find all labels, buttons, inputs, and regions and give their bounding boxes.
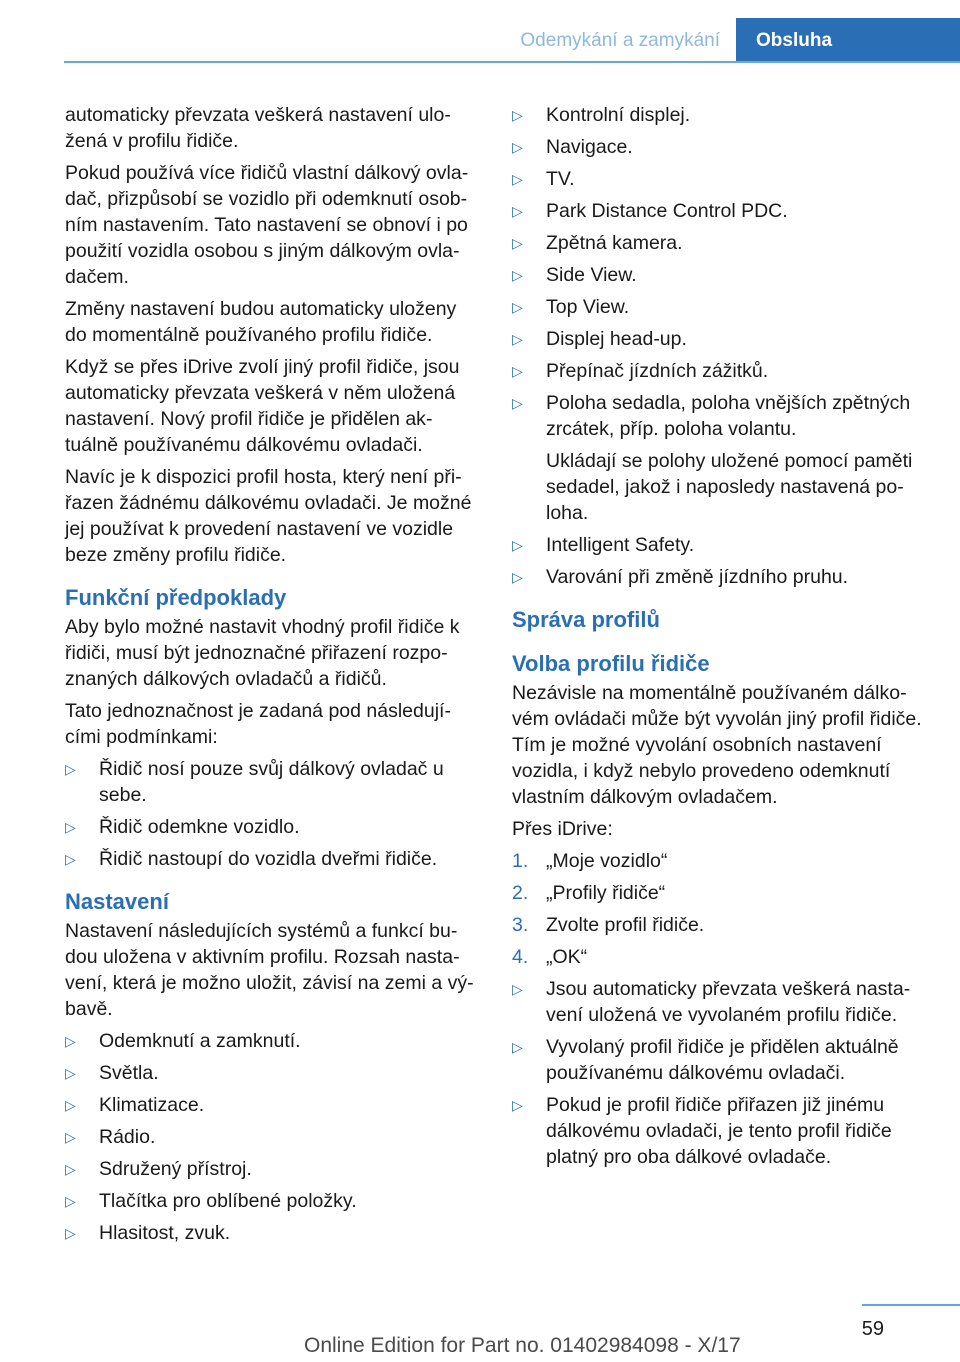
paragraph: Změny nastavení budou automaticky uloženy do momentálně používaného profilu řidiče.: [65, 298, 457, 346]
triangle-bullet-icon: ▷: [512, 1097, 523, 1113]
results-list: [512, 976, 932, 1170]
triangle-bullet-icon: ▷: [512, 537, 523, 553]
step-number: 2.: [512, 882, 529, 904]
settings-list: [65, 1028, 479, 1246]
triangle-bullet-icon: ▷: [512, 395, 523, 411]
header-section-title: Odemykání a zamykání: [520, 30, 720, 51]
triangle-bullet-icon: ▷: [512, 981, 523, 997]
triangle-bullet-icon: ▷: [512, 107, 523, 123]
paragraph: Aby bylo možné nastavit vhodný profil řidiče k řidiči, musí být jednoznačné přiřazení rozpoznaných dálkových ovladačů a řidičů.: [65, 616, 460, 690]
steps-list: [512, 848, 932, 970]
list-item: ▷ Zpětná kamera.: [512, 232, 683, 254]
paragraph: Pokud používá více řidičů vlastní dálkový ovladač, přizpůsobí se vozidlo při odemknutí osobním nastavením. Tato nastavení se obnoví i po použití vozidla osobou s jiným dálkovým ovladačem.: [65, 162, 469, 288]
list-item: ▷ Rádio.: [65, 1126, 156, 1148]
list-item: ▷ Tlačítka pro oblíbené položky.: [65, 1190, 357, 1212]
triangle-bullet-icon: ▷: [65, 1033, 76, 1049]
list-item: ▷ Klimatizace.: [65, 1094, 205, 1116]
list-item-note: Ukládají se polohy uložené pomocí paměti sedadel, jakož i naposledy nastavená poloha.: [546, 450, 913, 524]
list-item: 4. „OK“: [512, 946, 588, 968]
list-item: ▷ Top View.: [512, 296, 630, 318]
paragraph: Přes iDrive:: [512, 818, 613, 840]
list-item: ▷ Side View.: [512, 264, 637, 286]
list-item: ▷ Řidič nosí pouze svůj dálkový ovladač u sebe.: [65, 758, 444, 806]
triangle-bullet-icon: ▷: [65, 1065, 76, 1081]
step-number: 1.: [512, 850, 529, 872]
conditions-list: [65, 756, 479, 872]
heading-settings: Nastavení: [65, 889, 169, 914]
triangle-bullet-icon: ▷: [65, 1161, 76, 1177]
footer-rule: [862, 1304, 960, 1306]
paragraph: Nezávisle na momentálně používaném dálkovém ovládači může být vyvolán jiný profil řidiče. Tím je možné vyvolání osobních nastavení vozidla, i když nebylo provedeno odemknutí vlastním dálkovým ovladačem.: [512, 682, 922, 808]
list-item: ▷ Navigace.: [512, 136, 633, 158]
list-item: ▷ Odemknutí a zamknutí.: [65, 1030, 301, 1052]
list-item: ▷ Vyvolaný profil řidiče je přidělen aktuálně používanému dálkovému ovladači.: [512, 1036, 899, 1084]
triangle-bullet-icon: ▷: [65, 761, 76, 777]
triangle-bullet-icon: ▷: [512, 299, 523, 315]
paragraph: Tato jednoznačnost je zadaná pod následujícími podmínkami:: [65, 700, 451, 748]
heading-prerequisites: Funkční předpoklady: [65, 585, 287, 610]
paragraph: automaticky převzata veškerá nastavení uložená v profilu řidiče.: [65, 104, 451, 152]
list-item: 2. „Profily řidiče“: [512, 882, 666, 904]
paragraph: Navíc je k dispozici profil hosta, který není přiřazen žádnému dálkovému ovladači. Je možné jej používat k provedení nastavení ve vozidle beze změny profilu řidiče.: [65, 466, 472, 566]
right-column: [512, 102, 932, 1176]
header-chapter-tab: Obsluha: [736, 18, 960, 62]
triangle-bullet-icon: ▷: [512, 267, 523, 283]
heading-profile-management: Správa profilů: [512, 607, 660, 632]
triangle-bullet-icon: ▷: [65, 851, 76, 867]
list-item: ▷ Varování při změně jízdního pruhu.: [512, 566, 849, 588]
list-item: ▷ Přepínač jízdních zážitků.: [512, 360, 769, 382]
triangle-bullet-icon: ▷: [65, 1097, 76, 1113]
triangle-bullet-icon: ▷: [65, 1225, 76, 1241]
list-item: ▷ Intelligent Safety.: [512, 534, 695, 556]
triangle-bullet-icon: ▷: [512, 331, 523, 347]
left-column: [65, 102, 479, 1252]
paragraph: Nastavení následujících systémů a funkcí budou uložena v aktivním profilu. Rozsah nastavení, která je možno uložit, závisí na zemi a výbavě.: [65, 920, 474, 1020]
triangle-bullet-icon: ▷: [65, 819, 76, 835]
list-item: ▷ Poloha sedadla, poloha vnějších zpětných zrcátek, příp. poloha volantu.: [512, 392, 911, 440]
triangle-bullet-icon: ▷: [512, 139, 523, 155]
triangle-bullet-icon: ▷: [65, 1193, 76, 1209]
list-item: 1. „Moje vozidlo“: [512, 850, 668, 872]
list-item: 3. Zvolte profil řidiče.: [512, 914, 705, 936]
heading-select-profile: Volba profilu řidiče: [512, 651, 710, 676]
list-item: ▷ Pokud je profil řidiče přiřazen již jinému dálkovému ovladači, je tento profil řidiče platný pro oba dálkové ovladače.: [512, 1094, 892, 1168]
triangle-bullet-icon: ▷: [512, 569, 523, 585]
triangle-bullet-icon: ▷: [512, 235, 523, 251]
triangle-bullet-icon: ▷: [65, 1129, 76, 1145]
list-item: ▷ Řidič odemkne vozidlo.: [65, 816, 300, 838]
list-item: ▷ Jsou automaticky převzata veškerá nastavení uložená ve vyvolaném profilu řidiče.: [512, 978, 911, 1026]
list-item: ▷ Světla.: [65, 1062, 159, 1084]
list-item: ▷ Park Distance Control PDC.: [512, 200, 788, 222]
header-rule: [64, 61, 960, 63]
settings-list-continued: [512, 102, 932, 442]
triangle-bullet-icon: ▷: [512, 363, 523, 379]
triangle-bullet-icon: ▷: [512, 203, 523, 219]
list-item: ▷ Řidič nastoupí do vozidla dveřmi řidiče.: [65, 848, 438, 870]
settings-list-tail: [512, 532, 932, 590]
edition-footer: Online Edition for Part no. 01402984098 - X/17: [304, 1334, 741, 1357]
paragraph: Když se přes iDrive zvolí jiný profil řidiče, jsou automaticky převzata veškerá v něm uložená nastavení. Nový profil řidiče je přidělen aktuálně používanému dálkovému ovladači.: [65, 356, 460, 456]
list-item: ▷ Displej head-up.: [512, 328, 687, 350]
triangle-bullet-icon: ▷: [512, 171, 523, 187]
list-item: ▷ TV.: [512, 168, 575, 190]
step-number: 4.: [512, 946, 529, 968]
triangle-bullet-icon: ▷: [512, 1039, 523, 1055]
step-number: 3.: [512, 914, 529, 936]
list-item: ▷ Sdružený přístroj.: [65, 1158, 252, 1180]
list-item: ▷ Hlasitost, zvuk.: [65, 1222, 231, 1244]
list-item: ▷ Kontrolní displej.: [512, 104, 691, 126]
page-number: 59: [861, 1318, 884, 1340]
